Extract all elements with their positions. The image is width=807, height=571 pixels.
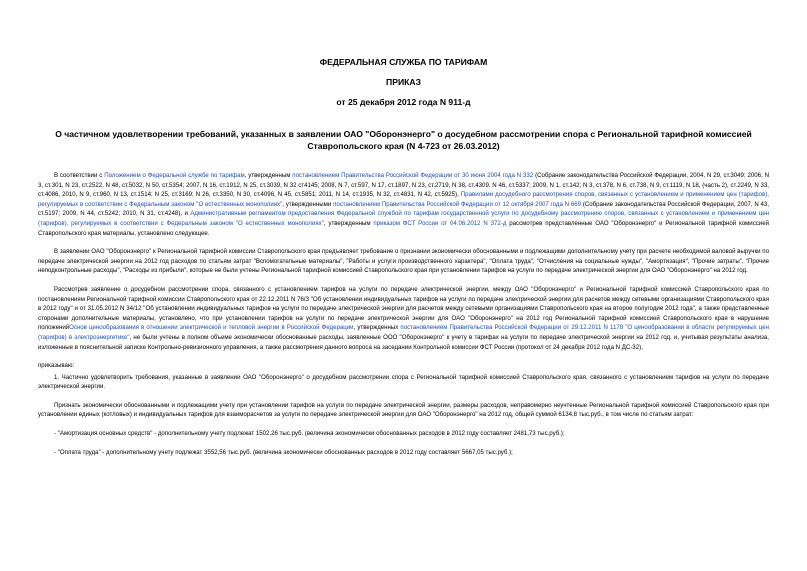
link-admin-regulation[interactable]: Административным регламентом предоставления Федеральной службой по тарифам государственной услуги по досудебному рассмотрению споров, связанных с установлением и применением цен (тарифов), регулируемых в соответствии с Федеральным законом "О естественных монополиях"	[38, 210, 769, 227]
link-government-decree-1178[interactable]: постановлением Правительства Российской Федерации от 29.12.2011 N 1178 "О ценообразовании в области регулируемых цен (тарифов) в электроэнергетике"	[38, 324, 769, 341]
paragraph-legal-basis	[38, 171, 769, 238]
paragraph-findings	[38, 285, 769, 352]
text-segment: (Собрание законодательства Российской Федерации, 2004, N 29, ст.3049; 2006, N 3, ст.301, N 23, ст.2522, N 48, ст.5032, N 50, ст.5354; 2007, N 16, ст.1912, N 25, ст.3039, N 32 ст4145; 2008, N 7, ст.597, N 17, ст.1897, N 23, ст.2719, N 38, ст.4309, N 46, ст.5337; 2009, N 1, ст.142; N 3, ст.378, N 6, ст.738, N 9, ст.1119, N 18, (часть 2), ст.2249, N 33, ст.4086, 2010, N 9, ст.960, N 13, ст.1514; N 25, ст.3169; N 26, ст.3350, N 30, ст.4096, N 45, ст.5851; 2011, N 14, ст.1935, N 32, ст.4831, N 42, ст.5925),	[38, 172, 770, 199]
document-date-number: от 25 декабря 2012 года N 911-д	[336, 97, 471, 107]
text-segment: Рассмотрев заявление о досудебном рассмотрении спора, связанного с установлением тарифов на услуги по передаче электрической энергии, между ОАО "Оборонэнерго" и Региональной тарифной комиссией Ставропольского края по постановлениям Региональной тарифной комиссии Ставропольского края от 22.12.2011 N 76/3 "Об установлении индивидуальных тарифов на услуги по передаче электрической энергии для расчетов между сетевыми организациями Ставропольского края в 2012 году" и от 31.05.2012 N 34/12 "Об установлении индивидуальных тарифов на услуги по передаче электрической энергии для расчетов между сетевыми организациями Ставропольского края на второе полугодие 2012 года", а также представленные сторонами дополнительные материалы, установлено, что при установлении тарифов на услуги по передаче электрической энергии для ОАО "Оборонэнерго" на 2012 год Региональной тарифной комиссией Ставропольского края в нарушение положений	[38, 285, 769, 332]
link-pricing-basics[interactable]: Основ ценообразования в отношении электрической и тепловой энергии в Российской Федерации	[69, 324, 354, 332]
link-government-decree-669[interactable]: постановлением Правительства Российской Федерации от 12 октября 2007 года N 669	[333, 200, 582, 208]
document-title: О частичном удовлетворении требований, указанных в заявлении ОАО "Оборонэнерго" о досудебном рассмотрении спора с Региональной тарифной комиссией Ставропольского края (N 4-723 от 26.03.2012)	[55, 129, 752, 151]
text-segment: В соответствии с	[54, 172, 105, 179]
text-segment: , утвержденным	[323, 219, 374, 227]
document-body	[38, 171, 769, 466]
link-dispute-rules[interactable]: Правилами досудебного рассмотрения споров, связанных с установлением и применением цен (тарифов), регулируемых в соответствии с Федеральным законом "О естественных монополиях"	[38, 191, 769, 208]
text-segment: , утвержденным	[244, 172, 293, 179]
text-segment: , не были учтены в полном объеме экономически обоснованные расходы, заявленные ООО "Оборонэнерго" к учету в тарифах на услуги по передаче электрической энергии на 2012 год, и, учитывая результаты анализа, изложенные в пояснительной записке Контрольно-ревизионного управления, а также рассмотрения данного вопроса на заседании Контрольной комиссии ФСТ России (протокол от 24 декабря 2012 года N ДС-32),	[38, 333, 769, 351]
link-fst-order-372[interactable]: приказом ФСТ России от 04.06.2012 N 372-д	[373, 219, 507, 227]
link-government-decree-332[interactable]: постановлением Правительства Российской Федерации от 30 июня 2004 года N 332	[292, 172, 534, 179]
paragraph-wages: - "Оплата труда" - дополнительному учету подлежат 3552,56 тыс.руб. (величина экономически обоснованных расходов в 2012 году составляет 5667,05 тыс.руб.);	[54, 448, 513, 456]
paragraph-order: приказываю:	[38, 362, 75, 370]
paragraph-claim: В заявлении ОАО "Оборонэнерго" к Региональной тарифной комиссии Ставропольского края предъявляет требование о признании экономически обоснованными и подлежащими дополнительному учету при расчете необходимой валовой выручки по передаче электрической энергии на 2012 год расходов по статьям затрат "Вспомогательные материалы", "Работы и услуги производственного характера", "Оплата труда", "Отчисления на социальные нужды", "Амортизация", "Прочие затраты", "Прочие неподконтрольные расходы", "Расходы из прибыли", которые не были учтены Региональной тарифной комиссией Ставропольского края при установлении тарифов на услуги по передаче электрической энергии для ОАО "Оборонэнерго" на 2012 год.	[38, 248, 769, 275]
agency-heading: ФЕДЕРАЛЬНАЯ СЛУЖБА ПО ТАРИФАМ	[319, 57, 488, 67]
text-segment: рассмотрев представленные ОАО "Оборонэнерго" и Региональной тарифной комиссией Ставропольского края материалы, установлено следующее.	[38, 219, 769, 237]
paragraph-amortization: - "Амортизация основных средств" - дополнительному учету подлежат 1502,26 тыс.руб. (величина экономически обоснованных расходов в 2012 году составляет 2481,73 тыс.руб.);	[54, 430, 565, 438]
link-fst-regulation[interactable]: Положением о Федеральной службе по тарифам	[104, 172, 245, 179]
text-segment: , утвержденных	[353, 324, 401, 332]
text-segment: (Собрание законодательства Российской Федерации, 2007, N 43, ст.5197; 2009, N 44, ст.5242; 2010, N 31, ст.4248), и	[38, 200, 770, 218]
paragraph-recognize: Признать экономически обоснованными и подлежащими учету при установлении тарифов на услуги по передаче электрической энергии, размеры расходов, неправомерно неучтенные Региональной тарифной комиссией Ставропольского края при установлении единых (котловых) и индивидуальных тарифов для взаиморасчетов за услуги по передаче электрической энергии для ОАО "Оборонэнерго" на 2012 год, общей суммой 6134,8 тыс.руб., в том числе по статьям затрат:	[38, 401, 769, 419]
document-type: ПРИКАЗ	[386, 77, 421, 87]
text-segment: , утвержденными	[282, 200, 334, 208]
paragraph-item-1: 1. Частично удовлетворить требования, указанные в заявлении ОАО "Оборонэнерго" о досудебном рассмотрении спора с Региональной тарифной комиссией Ставропольского края, связанного с установлением тарифов на услуги по передаче электрической энергии.	[38, 373, 769, 391]
